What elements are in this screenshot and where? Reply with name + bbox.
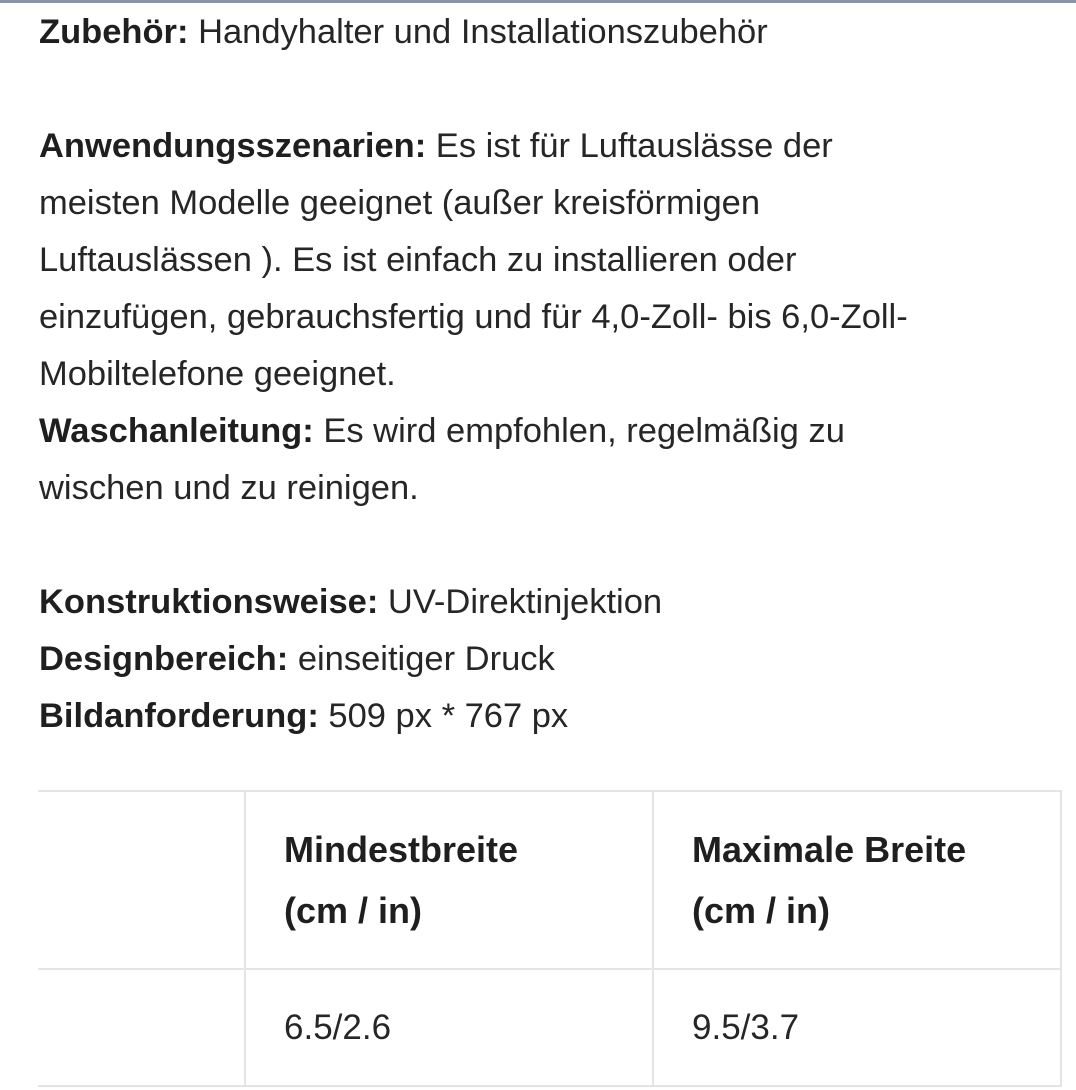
usage-line: meisten Modelle geeignet (außer kreisförmigen: [39, 184, 761, 222]
image-requirement-line: [39, 688, 1039, 745]
header-line: (cm / in): [284, 890, 423, 931]
accessories-label: Zubehör:: [39, 13, 189, 51]
table-row: [38, 969, 1061, 1086]
table-header-empty: [38, 791, 245, 969]
construction-label: Konstruktionsweise:: [39, 583, 379, 621]
usage-line: einzufügen, gebrauchsfertig und für 4,0-Zoll- bis 6,0-Zoll-: [39, 298, 908, 336]
usage-label: Anwendungsszenarien:: [39, 127, 427, 165]
design-area-value: einseitiger Druck: [288, 640, 555, 678]
table-header-row: [38, 791, 1061, 969]
table-header-max-width: [653, 791, 1061, 969]
design-area-line: [39, 631, 1039, 688]
usage-line: Luftauslässen ). Es ist einfach zu installieren oder: [39, 241, 797, 279]
table-cell-min-width: 6.5/2.6: [245, 969, 653, 1086]
table-header-min-width: [245, 791, 653, 969]
construction-line: [39, 574, 1039, 631]
washing-label: Waschanleitung:: [39, 412, 314, 450]
header-line: Maximale Breite: [692, 829, 967, 870]
header-line: Mindestbreite: [284, 829, 519, 870]
accessories-line: [39, 4, 1039, 61]
usage-line: Mobiltelefone geeignet.: [39, 355, 396, 393]
washing-instructions: [39, 403, 1039, 517]
table-cell-empty: [38, 969, 245, 1086]
image-requirement-label: Bildanforderung:: [39, 697, 319, 735]
table-cell-max-width: 9.5/3.7: [653, 969, 1061, 1086]
image-requirement-value: 509 px * 767 px: [318, 697, 569, 735]
usage-line: Es ist für Luftauslässe der: [426, 127, 833, 165]
size-table: [38, 790, 1062, 1087]
washing-line: Es wird empfohlen, regelmäßig zu: [313, 412, 845, 450]
top-divider: [0, 0, 1076, 3]
header-line: (cm / in): [692, 890, 831, 931]
product-description: [39, 4, 1039, 745]
washing-line: wischen und zu reinigen.: [39, 469, 419, 507]
construction-value: UV-Direktinjektion: [378, 583, 663, 621]
design-area-label: Designbereich:: [39, 640, 289, 678]
usage-scenarios: [39, 118, 1039, 403]
accessories-value: Handyhalter und Installationszubehör: [188, 13, 768, 51]
